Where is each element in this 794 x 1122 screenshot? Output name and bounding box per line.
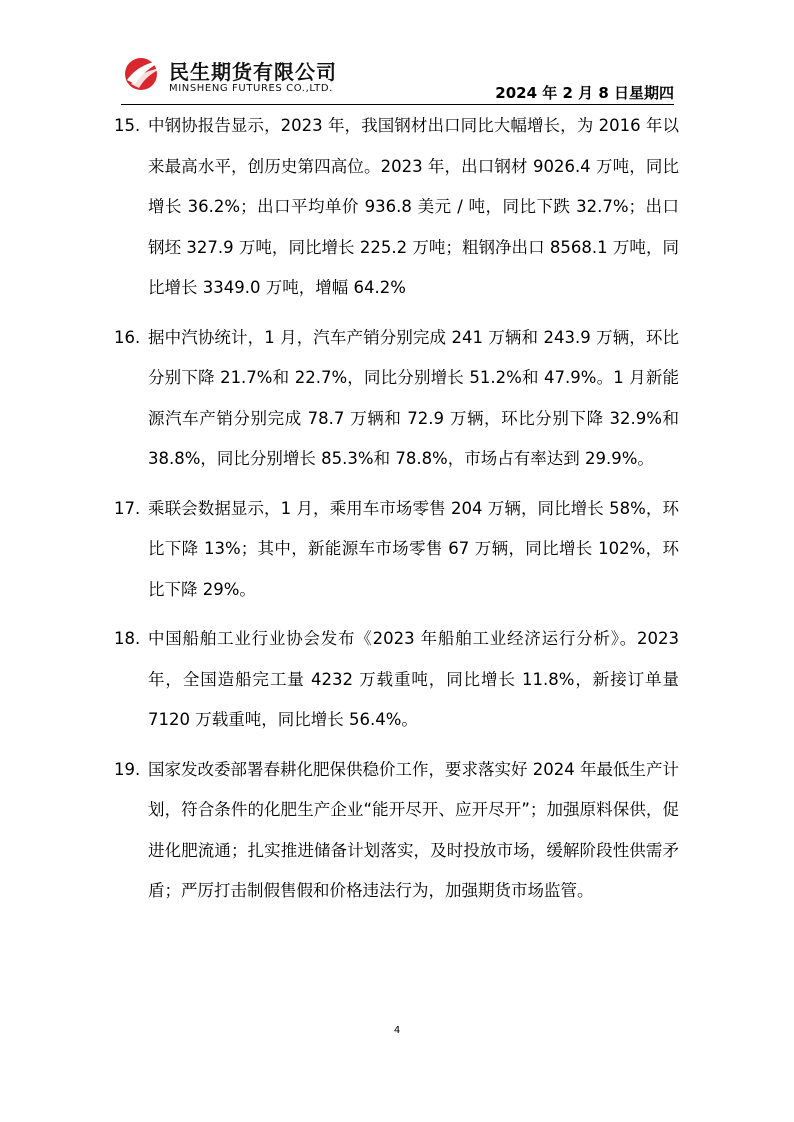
header-divider xyxy=(121,104,674,105)
item-text: 据中汽协统计，1 月，汽车产销分别完成 241 万辆和 243.9 万辆，环比分别下降 21.7%和 22.7%，同比分别增长 51.2%和 47.9%。1 月新能源汽车产销分别完成 78.7 万辆和 72.9 万辆，环比分别下降 32.9%和 38.8%，同比分别增长 85.3%和 78.8%，市场占有率达到 29.9%。 xyxy=(148,327,679,468)
list-item xyxy=(114,106,679,309)
report-date: 2024 年 2 月 8 日星期四 xyxy=(495,84,674,102)
item-number: 19. xyxy=(114,759,141,779)
item-text: 国家发改委部署春耕化肥保供稳价工作，要求落实好 2024 年最低生产计划，符合条件的化肥生产企业“能开尽开、应开尽开”；加强原料保供，促进化肥流通；扎实推进储备计划落实，及时投放市场，缓解阶段性供需矛盾；严厉打击制假售假和价格违法行为，加强期货市场监管。 xyxy=(148,759,679,900)
item-number: 16. xyxy=(114,327,141,347)
item-number: 15. xyxy=(114,116,141,135)
list-item xyxy=(114,318,679,480)
minsheng-swoosh-logo-icon xyxy=(121,54,165,92)
page-header xyxy=(121,52,674,104)
page-number: 4 xyxy=(393,1025,401,1036)
item-text: 中国船舶工业行业协会发布《2023 年船舶工业经济运行分析》。2023 年，全国造船完工量 4232 万载重吨，同比增长 11.8%，新接订单量 7120 万载重吨，同比增长 56.4%。 xyxy=(148,629,679,729)
company-name-cn: 民生期货有限公司 xyxy=(169,60,337,84)
company-name-en: MINSHENG FUTURES CO.,LTD. xyxy=(169,83,333,94)
list-item xyxy=(114,489,679,611)
list-item xyxy=(114,750,679,912)
company-logo xyxy=(121,52,371,102)
news-list xyxy=(114,106,679,921)
item-number: 17. xyxy=(114,498,141,518)
item-number: 18. xyxy=(114,629,141,648)
item-text: 乘联会数据显示，1 月，乘用车市场零售 204 万辆，同比增长 58%，环比下降 13%；其中，新能源车市场零售 67 万辆，同比增长 102%，环比下降 29%。 xyxy=(148,498,679,599)
item-text: 中钢协报告显示，2023 年，我国钢材出口同比大幅增长，为 2016 年以来最高水平，创历史第四高位。2023 年，出口钢材 9026.4 万吨，同比增长 36.2%；出口平均单价 936.8 美元 / 吨，同比下跌 32.7%；出口钢坯 327.9 万吨，同比增长 225.2 万吨；粗钢净出口 8568.1 万吨，同比增长 3349.0 万吨，增幅 64.2% xyxy=(148,116,679,297)
list-item xyxy=(114,619,679,741)
